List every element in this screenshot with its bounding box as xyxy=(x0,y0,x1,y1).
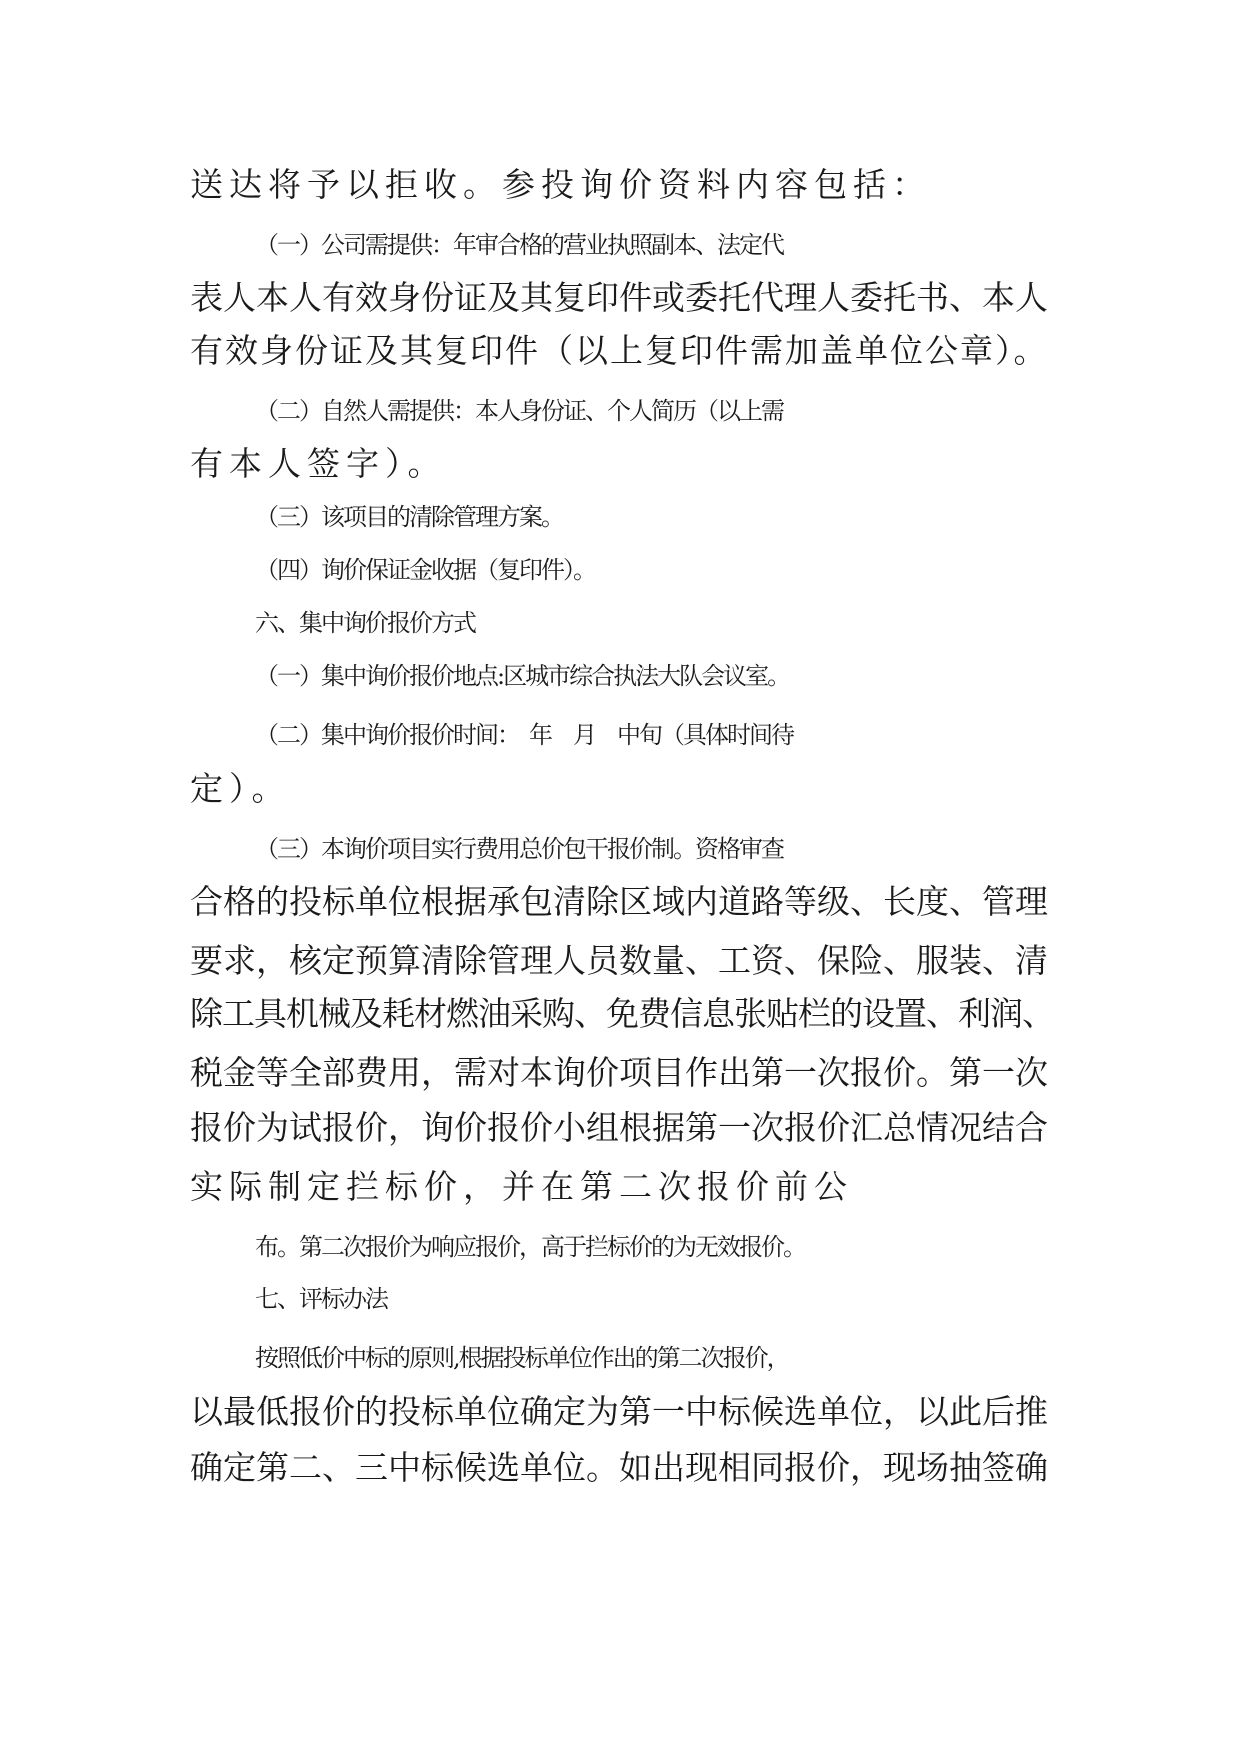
paragraph-line: 定）。 xyxy=(190,769,291,808)
paragraph-line: 确定第二、三中标候选单位。如出现相同报价，现场抽签确 xyxy=(190,1448,1048,1487)
paragraph-line: 以最低报价的投标单位确定为第一中标候选单位，以此后推 xyxy=(190,1392,1048,1431)
section-heading: 六、集中询价报价方式 xyxy=(255,609,475,637)
paragraph-line: （三）本询价项目实行费用总价包干报价制。资格审查 xyxy=(255,835,783,863)
paragraph-line: 除工具机械及耗材燃油采购、免费信息张贴栏的设置、利润、 xyxy=(190,994,1054,1033)
paragraph-line: （四）询价保证金收据（复印件）。 xyxy=(255,556,595,584)
paragraph-line: 送达将予以拒收。参投询价资料内容包括： xyxy=(190,165,931,204)
paragraph-line: 报价为试报价，询价报价小组根据第一次报价汇总情况结合 xyxy=(190,1108,1048,1147)
paragraph-line: （三）该项目的清除管理方案。 xyxy=(255,503,563,531)
paragraph-line: （二）集中询价报价时间： 年 月 中旬（具体时间待 xyxy=(255,721,793,749)
paragraph-line: 按照低价中标的原则,根据投标单位作出的第二次报价， xyxy=(255,1344,789,1372)
paragraph-line: 税金等全部费用，需对本询价项目作出第一次报价。第一次 xyxy=(190,1053,1048,1092)
paragraph-line: 合格的投标单位根据承包清除区域内道路等级、长度、管理 xyxy=(190,882,1048,921)
paragraph-line: （一）公司需提供：年审合格的营业执照副本、法定代 xyxy=(255,231,783,259)
paragraph-line: （二）自然人需提供：本人身份证、个人简历（以上需 xyxy=(255,397,783,425)
paragraph-line: 表人本人有效身份证及其复印件或委托代理人委托书、本人 xyxy=(190,278,1048,317)
paragraph-line: 有本人签字）。 xyxy=(190,444,447,483)
paragraph-line: 有效身份证及其复印件（以上复印件需加盖单位公章）。 xyxy=(190,331,1049,370)
paragraph-line: 实际制定拦标价，并在第二次报价前公 xyxy=(190,1167,853,1206)
section-heading: 七、评标办法 xyxy=(255,1285,387,1313)
paragraph-line: 要求，核定预算清除管理人员数量、工资、保险、服装、清 xyxy=(190,941,1048,980)
paragraph-line: 布。第二次报价为响应报价，高于拦标价的为无效报价。 xyxy=(255,1233,805,1261)
paragraph-line: （一）集中询价报价地点:区城市综合执法大队会议室。 xyxy=(255,662,790,690)
